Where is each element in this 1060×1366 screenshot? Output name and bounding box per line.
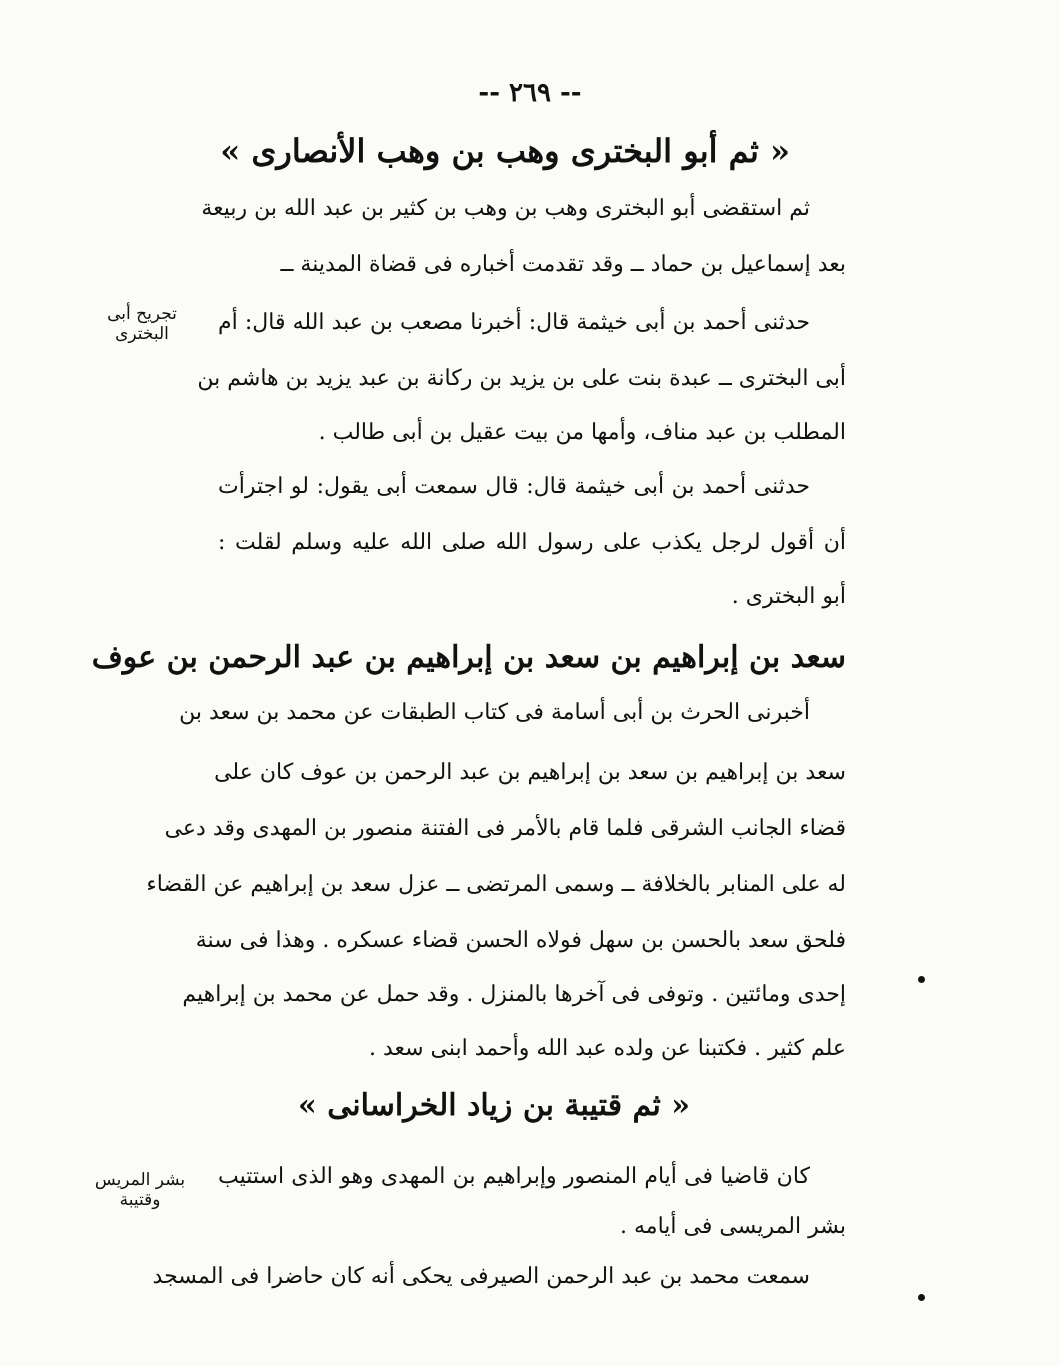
text-line: علم كثير . فكتبنا عن ولده عبد الله وأحمد ابنى سعد . <box>368 1036 846 1061</box>
text-line: بشر المريسى فى أيامه . <box>620 1214 846 1239</box>
text-line: أبو البخترى . <box>731 584 846 609</box>
text-line: فلحق سعد بالحسن بن سهل فولاه الحسن قضاء عسكره . وهذا فى سنة <box>195 928 846 953</box>
text-line: أخبرنى الحرث بن أبى أسامة فى كتاب الطبقات عن محمد بن سعد بن <box>179 700 810 725</box>
text-line: حدثنى أحمد بن أبى خيثمة قال: أخبرنا مصعب بن عبد الله قال: أم <box>218 310 810 335</box>
text-line: كان قاضيا فى أيام المنصور وإبراهيم بن المهدى وهو الذى استتيب <box>218 1164 810 1189</box>
text-line: بعد إسماعيل بن حماد ــ وقد تقدمت أخباره فى قضاة المدينة ــ <box>280 252 846 277</box>
text-line: له على المنابر بالخلافة ــ وسمى المرتضى ــ عزل سعد بن إبراهيم عن القضاء <box>146 872 846 897</box>
margin-note: بشر المريس وقتيبة <box>94 1170 186 1210</box>
text-line: حدثنى أحمد بن أبى خيثمة قال: قال سمعت أبى يقول: لو اجترأت <box>218 474 810 499</box>
text-line: ثم استقضى أبو البخترى وهب بن وهب بن كثير بن عبد الله بن ربيعة <box>201 196 810 221</box>
text-line: سعد بن إبراهيم بن سعد بن إبراهيم بن عبد الرحمن بن عوف كان على <box>214 760 846 785</box>
text-line: أن أقول لرجل يكذب على رسول الله صلى الله عليه وسلم لقلت : <box>218 530 846 555</box>
margin-note: تجريح أبى البخترى <box>107 304 177 344</box>
section-heading: « ثم أبو البخترى وهب بن وهب الأنصارى » <box>220 132 790 170</box>
section-heading: « ثم قتيبة بن زياد الخراسانى » <box>298 1088 690 1123</box>
text-line: المطلب بن عبد مناف، وأمها من بيت عقيل بن أبى طالب . <box>318 420 846 445</box>
section-heading: سعد بن إبراهيم بن سعد بن إبراهيم بن عبد الرحمن بن عوف <box>91 640 846 675</box>
text-line: قضاء الجانب الشرقى فلما قام بالأمر فى الفتنة منصور بن المهدى وقد دعى <box>164 816 846 841</box>
text-line: سمعت محمد بن عبد الرحمن الصيرفى يحكى أنه كان حاضرا فى المسجد <box>152 1264 810 1289</box>
text-line: أبى البخترى ــ عبدة بنت على بن يزيد بن ركانة بن عبد يزيد بن هاشم بن <box>197 366 846 391</box>
scan-speck <box>918 1294 925 1301</box>
scan-speck <box>918 976 925 983</box>
page-number: -- ٢٦٩ -- <box>478 78 582 108</box>
text-line: إحدى ومائتين . وتوفى فى آخرها بالمنزل . وقد حمل عن محمد بن إبراهيم <box>182 982 846 1007</box>
